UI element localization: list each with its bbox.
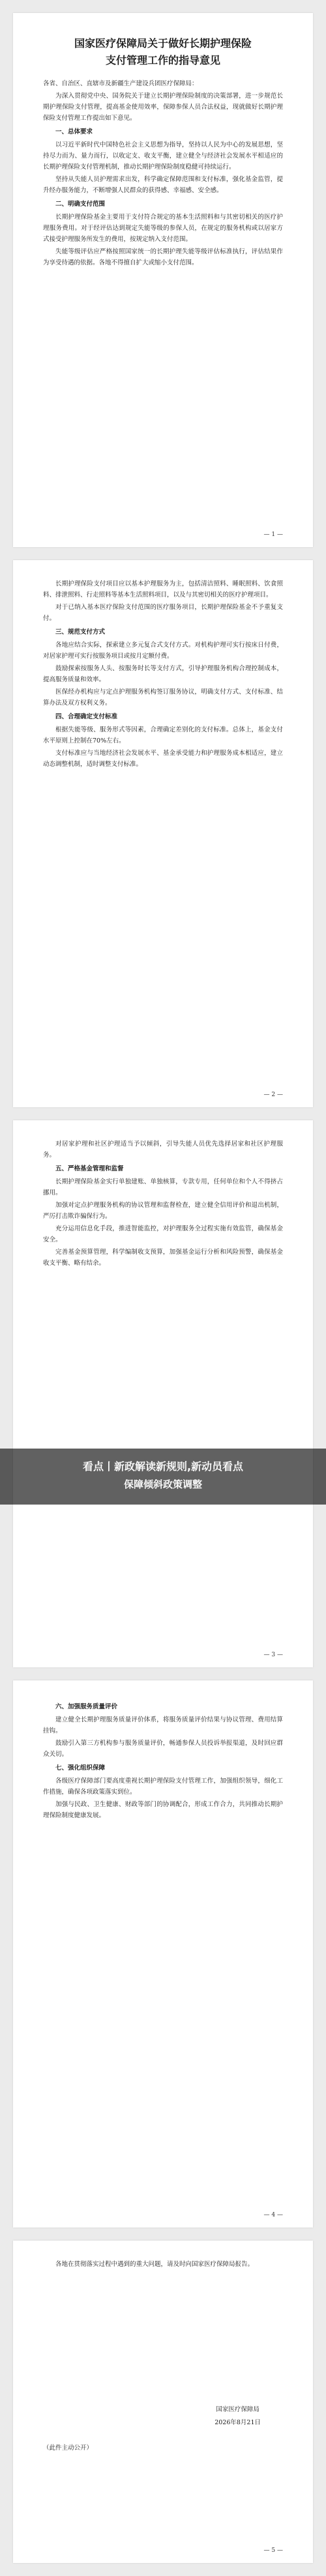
- section-2-paragraph: 长期护理保险支付项目应以基本护理服务为主，包括清洁照料、睡眠照料、饮食照料、排泄照料、行走照料等基本生活照料项目，以及与其密切相关的医疗护理项目。: [43, 580, 283, 599]
- section-5-paragraph: 充分运用信息化手段，推进智能监控，对护理服务全过程实施有效监管，确保基金安全。: [43, 1225, 283, 1243]
- section-heading-4: 四、合理确定支付标准: [55, 713, 118, 720]
- section-7-paragraph: 加强与民政、卫生健康、财政等部门的协调配合，形成工作合力，共同推动长期护理保险制度健康发展。: [43, 1801, 283, 1819]
- page-number: — 5 —: [263, 2547, 283, 2554]
- headline-banner: [0, 1449, 326, 1505]
- addressee: 各省、自治区、直辖市及新疆生产建设兵团医疗保障局：: [43, 80, 198, 87]
- intro-paragraph: 为深入贯彻党中央、国务院关于建立长期护理保险制度的决策部署，进一步规范长期护理保险支付管理，提高基金使用效率，保障参保人员合法权益，现就做好长期护理保险支付管理工作提出如下意见。: [43, 92, 283, 122]
- section-heading-1: 一、总体要求: [55, 128, 93, 135]
- section-7-paragraph: 各级医疗保障部门要高度重视长期护理保险支付管理工作，加强组织领导，细化工作措施，确保各项政策落实到位。: [43, 1777, 283, 1796]
- public-disclosure-note: （此件主动公开）: [43, 2444, 93, 2452]
- page-number: — 2 —: [263, 1092, 283, 1098]
- section-7-paragraph: 各地在贯彻落实过程中遇到的重大问题，请及时向国家医疗保障局报告。: [55, 2261, 254, 2268]
- document-page-2: [13, 560, 313, 1107]
- signature-org: 国家医疗保障局: [216, 2406, 259, 2413]
- section-1-paragraph: 以习近平新时代中国特色社会主义思想为指导，坚持以人民为中心的发展思想，坚持尽力而为、量力而行，以收定支、收支平衡，建立健全与经济社会发展水平相适应的长期护理保险支付管理机制，推动长期护理保险制度稳健可持续运行。: [43, 141, 283, 171]
- page-number: — 3 —: [263, 1652, 283, 1658]
- section-3-paragraph: 各地应结合实际，探索建立多元复合式支付方式。对机构护理可实行按床日付费，对居家护理可实行按服务项目或按月定额付费。: [43, 642, 283, 660]
- document-page-1: [13, 13, 313, 547]
- section-heading-3: 三、规范支付方式: [55, 629, 106, 636]
- signature-block: [215, 2403, 261, 2429]
- section-5-paragraph: 加强对定点护理服务机构的协议管理和监督检查，建立健全信用评价和退出机制，严厉打击欺诈骗保行为。: [43, 1202, 283, 1220]
- section-4-paragraph: 支付标准应与当地经济社会发展水平、基金承受能力和护理服务成本相适应，建立动态调整机制，适时调整支付标准。: [43, 750, 283, 768]
- section-6-paragraph: 鼓励引入第三方机构参与服务质量评价，畅通参保人员投诉举报渠道，及时回应群众关切。: [43, 1740, 283, 1758]
- section-3-paragraph: 鼓励探索按服务人头、按服务时长等支付方式，引导护理服务机构合理控制成本，提高服务质量和效率。: [43, 665, 283, 683]
- section-5-paragraph: 长期护理保险基金实行单独建账、单独核算，专款专用，任何单位和个人不得挤占挪用。: [43, 1178, 283, 1196]
- document-page-3: [13, 1120, 313, 1667]
- page-number: — 4 —: [263, 2212, 283, 2218]
- section-heading-7: 七、强化组织保障: [55, 1764, 106, 1772]
- section-4-paragraph: 根据失能等级、服务形式等因素，合理确定差别化的支付标准。总体上，基金支付水平原则上控制在70%左右。: [43, 726, 283, 744]
- document-title: [43, 35, 283, 69]
- banner-line-1: 看点丨新政解读新规则,新动员看点: [82, 1460, 244, 1473]
- section-heading-5: 五、严格基金管理和监督: [55, 1165, 124, 1172]
- section-4-paragraph: 对居家护理和社区护理适当予以倾斜，引导失能人员优先选择居家和社区护理服务。: [43, 1140, 283, 1159]
- section-heading-6: 六、加强服务质量评价: [55, 1703, 118, 1710]
- page-number: — 1 —: [263, 531, 283, 538]
- document-page-4: [13, 1680, 313, 2228]
- title-line-1: 国家医疗保障局关于做好长期护理保险: [74, 37, 252, 50]
- section-2-paragraph: 对于已纳入基本医疗保险支付范围的医疗服务项目，长期护理保险基金不予重复支付。: [43, 604, 283, 622]
- banner-line-2: 保障倾斜政策调整: [123, 1479, 202, 1490]
- section-2-paragraph: 失能等级评估应严格按照国家统一的长期护理失能等级评估标准执行，评估结果作为享受待遇的依据。各地不得擅自扩大或缩小支付范围。: [43, 248, 283, 266]
- section-1-paragraph: 坚持从失能人员护理需求出发，科学确定保障范围和支付标准，强化基金监管，提升经办服务能力，不断增强人民群众的获得感、幸福感、安全感。: [43, 176, 283, 194]
- title-line-2: 支付管理工作的指导意见: [105, 54, 220, 66]
- section-6-paragraph: 建立健全长期护理服务质量评价体系，将服务质量评价结果与协议管理、费用结算挂钩。: [43, 1716, 283, 1734]
- section-2-paragraph: 长期护理保险基金主要用于支付符合规定的基本生活照料和与其密切相关的医疗护理服务费用。对于经评估达到规定失能等级的参保人员，在规定的服务机构或以居家方式接受护理服务所发生的费用，按规定纳入支付范围。: [43, 214, 283, 243]
- signature-date: 2026年8月21日: [215, 2419, 261, 2426]
- section-heading-2: 二、明确支付范围: [55, 201, 106, 208]
- document-page-5: [13, 2241, 313, 2563]
- section-5-paragraph: 完善基金预算管理，科学编制收支预算，加强基金运行分析和风险预警，确保基金收支平衡、略有结余。: [43, 1249, 283, 1267]
- section-3-paragraph: 医保经办机构应与定点护理服务机构签订服务协议，明确支付方式、支付标准、结算办法及双方权利义务。: [43, 688, 283, 707]
